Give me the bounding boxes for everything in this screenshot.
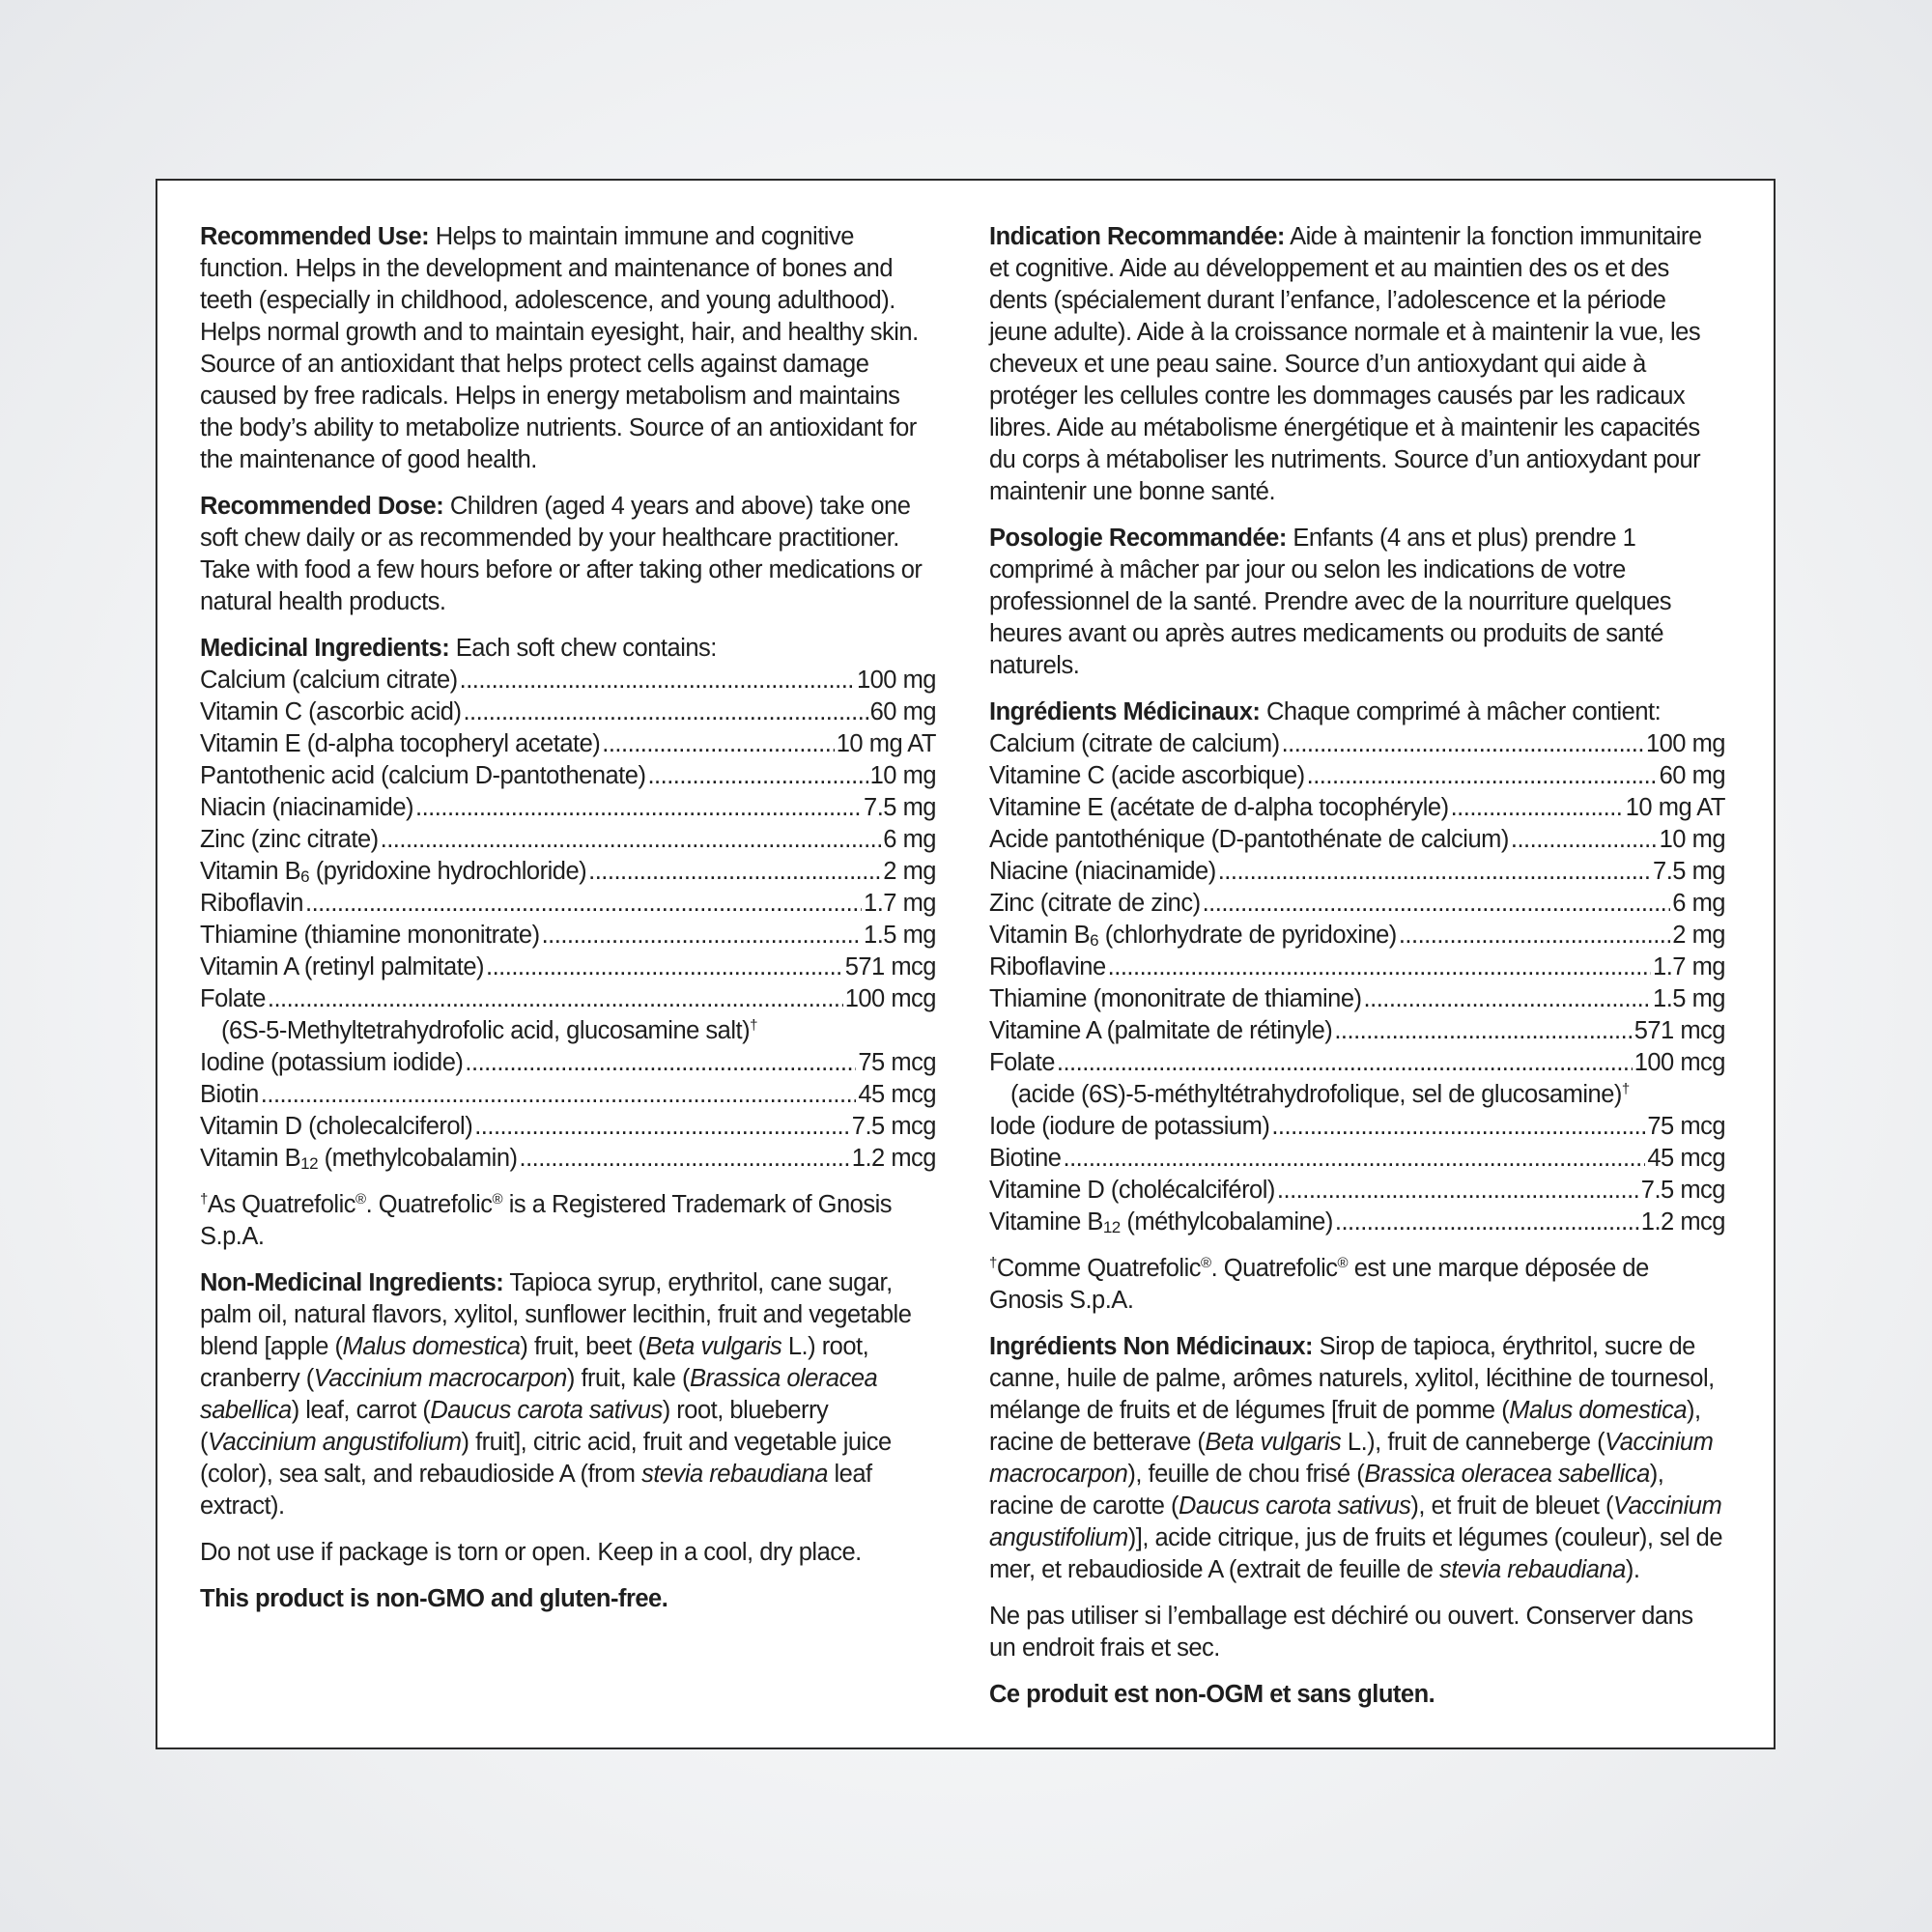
ingredient-name-part: (methylcobalamin): [318, 1145, 518, 1172]
footnote-text: Comme Quatrefolic: [996, 1255, 1201, 1282]
ingredient-name: Biotine: [989, 1145, 1062, 1172]
footnote: [989, 1253, 1725, 1317]
ingredient-name: Riboflavin: [200, 890, 303, 917]
medicinal-ingredients: [200, 633, 936, 1175]
storage-instructions: [200, 1537, 936, 1569]
dagger-mark: †: [200, 1191, 208, 1208]
ingredient-name: Iodine (potassium iodide): [200, 1049, 464, 1076]
dot-leader: [1108, 952, 1651, 983]
ingredient-row: [200, 1079, 936, 1111]
ingredient-name-part: Vitamin B: [989, 922, 1091, 949]
nonmed-text: Sirop de tapioca, érythritol, sucre de canne, huile de palme, arômes naturels, xylitol, lécithine de tournesol, mélange de fruits et de légumes [fruit de pomme (: [989, 1333, 1715, 1424]
latin-name: Vaccinium angustifolium: [989, 1492, 1722, 1551]
ingredient-name: Calcium (citrate de calcium): [989, 730, 1280, 757]
ingredient-amount: 60 mg: [869, 698, 936, 725]
ingredient-amount: 75 mcg: [858, 1049, 936, 1076]
ingredient-amount: 1.2 mcg: [851, 1145, 936, 1172]
ingredient-row: [200, 824, 936, 856]
latin-name: Vaccinium macrocarpon: [313, 1365, 567, 1392]
ingredient-name: Thiamine (thiamine mononitrate): [200, 922, 540, 949]
claim-text: This product is non-GMO and gluten-free.: [200, 1585, 668, 1612]
ingredient-amount: 6 mg: [883, 826, 936, 853]
ingredient-row: [989, 856, 1725, 888]
ingredient-name-part: Vitamin B: [200, 858, 301, 885]
ingredient-amount: 75 mcg: [1647, 1113, 1725, 1140]
ingredient-amount: 1.5 mg: [864, 922, 936, 949]
latin-name: Vaccinium macrocarpon: [989, 1429, 1714, 1488]
ingredient-name: Zinc (zinc citrate): [200, 826, 379, 853]
latin-name: Beta vulgaris: [1205, 1429, 1342, 1456]
ingredient-row: [200, 1143, 936, 1175]
dot-leader: [542, 920, 862, 952]
dot-leader: [415, 792, 862, 824]
ingredient-sub-line: [200, 1015, 936, 1047]
ingredient-name-subscript: 12: [1102, 1218, 1121, 1236]
ingredient-row: [200, 888, 936, 920]
ingredient-row: [989, 920, 1725, 952]
dot-leader: [1063, 1143, 1645, 1175]
ingredient-amount: 1.5 mg: [1653, 985, 1725, 1012]
ingredient-name-subscript: 6: [1090, 931, 1099, 950]
ingredient-row: [989, 888, 1725, 920]
storage-text: Ne pas utiliser si l’emballage est déchiré ou ouvert. Conserver dans un endroit frais et sec.: [989, 1603, 1693, 1662]
dagger-mark: †: [750, 1017, 757, 1034]
ingredient-row: [989, 1175, 1725, 1207]
ingredient-row: [200, 983, 936, 1015]
ingredient-name-part: Vitamine B: [989, 1208, 1103, 1236]
ingredient-row: [989, 1015, 1725, 1047]
ingredient-amount: 10 mg: [869, 762, 936, 789]
medicinal-ingredients: [989, 696, 1725, 1238]
ingredient-name: Vitamine D (cholécalciférol): [989, 1177, 1275, 1204]
ingredient-sub-text: (6S-5-Methyltetrahydrofolic acid, glucosamine salt): [221, 1017, 751, 1044]
dot-leader: [305, 888, 862, 920]
product-label-panel: [156, 179, 1776, 1749]
medicinal-ingredients-heading: Medicinal Ingredients:: [200, 635, 450, 662]
recommended-dose-heading: Posologie Recommandée:: [989, 525, 1287, 552]
footnote-text: As Quatrefolic: [207, 1191, 355, 1218]
ingredient-amount: 7.5 mg: [1653, 858, 1725, 885]
non-medicinal-ingredients: [200, 1267, 936, 1522]
ingredient-amount: 100 mg: [1645, 730, 1725, 757]
ingredient-name: [989, 1207, 1333, 1238]
latin-name: Beta vulgaris: [645, 1333, 782, 1360]
ingredient-amount: 45 mcg: [858, 1081, 936, 1108]
ingredient-list: [989, 728, 1725, 1238]
footnote-text: . Quatrefolic: [1210, 1255, 1338, 1282]
nonmed-text: Tapioca syrup, erythritol, cane sugar, palm oil, natural flavors, xylitol, sunflower lecithin, fruit and vegetable blend [apple (: [200, 1269, 912, 1360]
ingredient-row: [989, 983, 1725, 1015]
nonmed-text: ) fruit, beet (: [520, 1333, 646, 1360]
dot-leader: [1334, 1015, 1632, 1047]
ingredient-name-subscript: 6: [300, 867, 310, 886]
non-medicinal-heading: Ingrédients Non Médicinaux:: [989, 1333, 1314, 1360]
dot-leader: [602, 728, 834, 760]
ingredient-name-part: Vitamin B: [200, 1145, 301, 1172]
storage-text: Do not use if package is torn or open. Keep in a cool, dry place.: [200, 1539, 862, 1566]
dot-leader: [1307, 760, 1658, 792]
registered-mark: ®: [1337, 1255, 1349, 1271]
ingredient-amount: 45 mcg: [1647, 1145, 1725, 1172]
dot-leader: [268, 983, 843, 1015]
dot-leader: [520, 1143, 850, 1175]
dagger-mark: †: [989, 1255, 997, 1271]
ingredient-amount: 100 mcg: [1634, 1049, 1725, 1076]
recommended-dose: [200, 491, 936, 618]
footnote-text: is a Registered Trademark of Gnosis S.p.A.: [200, 1191, 893, 1250]
ingredient-row: [989, 1047, 1725, 1079]
nonmed-text: ), racine de betterave (: [989, 1397, 1701, 1456]
non-medicinal-heading: Non-Medicinal Ingredients:: [200, 1269, 504, 1296]
ingredient-name-part: (méthylcobalamine): [1120, 1208, 1333, 1236]
recommended-dose-text: Enfants (4 ans et plus) prendre 1 comprimé à mâcher par jour ou selon les indications de votre professionnel de la santé. Prendre avec de la nourriture quelques heures avant ou après autres medicaments ou produits de santé naturels.: [989, 525, 1672, 679]
nonmed-text: ), racine de carotte (: [989, 1461, 1664, 1520]
ingredient-amount: 7.5 mg: [864, 794, 936, 821]
dot-leader: [1271, 1111, 1645, 1143]
ingredient-sub-text: (acide (6S)-5-méthyltétrahydrofolique, sel de glucosamine): [1010, 1081, 1622, 1108]
dot-leader: [486, 952, 843, 983]
ingredient-name: Vitamin C (ascorbic acid): [200, 698, 462, 725]
dot-leader: [647, 760, 867, 792]
dot-leader: [1364, 983, 1652, 1015]
dot-leader: [474, 1111, 850, 1143]
ingredient-name: Vitamine C (acide ascorbique): [989, 762, 1305, 789]
dot-leader: [463, 696, 867, 728]
non-medicinal-ingredients: [989, 1331, 1725, 1586]
ingredient-name-subscript: 12: [300, 1154, 319, 1173]
medicinal-ingredients-heading: Ingrédients Médicinaux:: [989, 698, 1261, 725]
latin-name: Malus domestica: [342, 1333, 521, 1360]
recommended-use: [989, 221, 1725, 508]
ingredient-name: Pantothenic acid (calcium D-pantothenate): [200, 762, 646, 789]
ingredient-name-part: (pyridoxine hydrochloride): [309, 858, 587, 885]
latin-name: stevia rebaudiana: [641, 1461, 828, 1488]
ingredient-amount: 571 mcg: [1634, 1017, 1725, 1044]
ingredient-name: Vitamin D (cholecalciferol): [200, 1113, 473, 1140]
ingredient-name: Biotin: [200, 1081, 259, 1108]
ingredient-amount: 10 mg: [1659, 826, 1725, 853]
dot-leader: [1203, 888, 1671, 920]
ingredient-name: Calcium (calcium citrate): [200, 667, 458, 694]
ingredient-name: Acide pantothénique (D-pantothénate de calcium): [989, 826, 1509, 853]
ingredient-amount: 2 mg: [883, 858, 936, 885]
dagger-mark: †: [1621, 1081, 1630, 1097]
ingredient-row: [200, 856, 936, 888]
nonmed-text: ) leaf, carrot (: [291, 1397, 431, 1424]
footnote: [200, 1189, 936, 1253]
nonmed-text: ), et fruit de bleuet (: [1410, 1492, 1614, 1520]
recommended-dose-heading: Recommended Dose:: [200, 493, 444, 520]
recommended-use-heading: Indication Recommandée:: [989, 223, 1285, 250]
recommended-dose: [989, 523, 1725, 682]
latin-name: Brassica oleracea sabellica: [1364, 1461, 1650, 1488]
nonmed-text: L.), fruit de canneberge (: [1341, 1429, 1605, 1456]
registered-mark: ®: [1201, 1255, 1211, 1271]
dot-leader: [1057, 1047, 1633, 1079]
ingredient-row: [989, 760, 1725, 792]
dot-leader: [1335, 1207, 1639, 1238]
latin-name: Daucus carota sativus: [430, 1397, 663, 1424]
ingredient-amount: 6 mg: [1672, 890, 1725, 917]
nonmed-text: ), feuille de chou frisé (: [1127, 1461, 1365, 1488]
ingredient-row: [200, 1047, 936, 1079]
nonmed-text: ) root, blueberry (: [200, 1397, 829, 1456]
ingredient-amount: 1.7 mg: [864, 890, 936, 917]
ingredient-row: [200, 792, 936, 824]
dot-leader: [465, 1047, 856, 1079]
claim-text: Ce produit est non-OGM et sans gluten.: [989, 1681, 1435, 1708]
dot-leader: [1282, 728, 1644, 760]
dot-leader: [1511, 824, 1658, 856]
ingredient-sub-line: [989, 1079, 1725, 1111]
french-column: [989, 221, 1725, 1725]
nonmed-text: ).: [1625, 1556, 1640, 1583]
ingredient-amount: 10 mg AT: [1625, 794, 1725, 821]
ingredient-name: Folate: [989, 1049, 1055, 1076]
medicinal-ingredients-intro: Chaque comprimé à mâcher contient:: [1260, 698, 1662, 725]
nonmed-text: )], acide citrique, jus de fruits et légumes (couleur), sel de mer, et rebaudioside A (extrait de feuille de: [989, 1524, 1723, 1583]
medicinal-ingredients-intro: Each soft chew contains:: [449, 635, 717, 662]
dot-leader: [1399, 920, 1670, 952]
latin-name: stevia rebaudiana: [1439, 1556, 1626, 1583]
ingredient-amount: 2 mg: [1672, 922, 1725, 949]
footnote-text: . Quatrefolic: [365, 1191, 493, 1218]
ingredient-amount: 7.5 mcg: [1640, 1177, 1725, 1204]
ingredient-row: [200, 952, 936, 983]
nonmed-text: L.) root, cranberry (: [200, 1333, 869, 1392]
ingredient-name: Vitamin E (d-alpha tocopheryl acetate): [200, 730, 601, 757]
nonmed-text: ) fruit], citric acid, fruit and vegetable juice (color), sea salt, and rebaudioside A (from: [200, 1429, 892, 1488]
ingredient-row: [200, 696, 936, 728]
storage-instructions: [989, 1601, 1725, 1664]
ingredient-name: Niacine (niacinamide): [989, 858, 1216, 885]
ingredient-row: [989, 1207, 1725, 1238]
recommended-use-text: Aide à maintenir la fonction immunitaire et cognitive. Aide au développement et au maintien des os et des dents (spécialement durant l’enfance, l’adolescence et la période jeune adulte). Aide à la croissance normale et à maintenir la vue, les cheveux et une peau saine. Source d’un antioxydant qui aide à protéger les cellules contre les dommages causés par les radicaux libres. Aide au métabolisme énergétique et à maintenir les capacités du corps à métaboliser les nutriments. Source d’un antioxydant pour maintenir une bonne santé.: [989, 223, 1702, 505]
ingredient-amount: 571 mcg: [844, 953, 936, 980]
recommended-use-heading: Recommended Use:: [200, 223, 430, 250]
registered-mark: ®: [492, 1191, 503, 1208]
ingredient-row: [200, 1111, 936, 1143]
ingredient-name: [200, 1143, 518, 1175]
recommended-use: [200, 221, 936, 476]
ingredient-row: [989, 824, 1725, 856]
ingredient-list: [200, 665, 936, 1175]
ingredient-name: Iode (iodure de potassium): [989, 1113, 1270, 1140]
nonmed-text: ) fruit, kale (: [566, 1365, 690, 1392]
ingredient-row: [989, 952, 1725, 983]
ingredient-name: Vitamine A (palmitate de rétinyle): [989, 1017, 1333, 1044]
ingredient-row: [200, 760, 936, 792]
ingredient-row: [989, 1111, 1725, 1143]
ingredient-row: [989, 792, 1725, 824]
ingredient-name: [989, 920, 1397, 952]
ingredient-name: Thiamine (mononitrate de thiamine): [989, 985, 1362, 1012]
registered-mark: ®: [355, 1191, 366, 1208]
latin-name: Daucus carota sativus: [1179, 1492, 1411, 1520]
dot-leader: [1277, 1175, 1639, 1207]
ingredient-amount: 1.7 mg: [1653, 953, 1725, 980]
dot-leader: [1451, 792, 1624, 824]
ingredient-row: [200, 728, 936, 760]
product-claim: [989, 1679, 1725, 1711]
ingredient-amount: 7.5 mcg: [851, 1113, 936, 1140]
nonmed-text: leaf extract).: [200, 1461, 872, 1520]
dot-leader: [588, 856, 881, 888]
latin-name: Brassica oleracea sabellica: [200, 1365, 878, 1424]
ingredient-row: [200, 665, 936, 696]
ingredient-name: Riboflavine: [989, 953, 1106, 980]
footnote-text: est une marque déposée de Gnosis S.p.A.: [989, 1255, 1649, 1314]
latin-name: Malus domestica: [1509, 1397, 1688, 1424]
ingredient-amount: 1.2 mcg: [1640, 1208, 1725, 1236]
ingredient-name: Zinc (citrate de zinc): [989, 890, 1201, 917]
recommended-dose-text: Children (aged 4 years and above) take one soft chew daily or as recommended by your healthcare practitioner. Take with food a few hours before or after taking other medications or natural health products.: [200, 493, 923, 615]
dot-leader: [261, 1079, 857, 1111]
ingredient-amount: 100 mcg: [844, 985, 936, 1012]
ingredient-name-part: (chlorhydrate de pyridoxine): [1098, 922, 1397, 949]
ingredient-amount: 60 mg: [1659, 762, 1725, 789]
ingredient-row: [989, 1143, 1725, 1175]
ingredient-name: Vitamin A (retinyl palmitate): [200, 953, 484, 980]
dot-leader: [460, 665, 855, 696]
ingredient-row: [200, 920, 936, 952]
ingredient-name: Niacin (niacinamide): [200, 794, 414, 821]
ingredient-row: [989, 728, 1725, 760]
ingredient-name: Vitamine E (acétate de d-alpha tocophéryle): [989, 794, 1449, 821]
latin-name: Vaccinium angustifolium: [208, 1429, 462, 1456]
ingredient-name: Folate: [200, 985, 266, 1012]
english-column: [200, 221, 936, 1630]
dot-leader: [1218, 856, 1651, 888]
recommended-use-text: Helps to maintain immune and cognitive function. Helps in the development and maintenance of bones and teeth (especially in childhood, adolescence, and young adulthood). Helps normal growth and to maintain eyesight, hair, and healthy skin. Source of an antioxidant that helps protect cells against damage caused by free radicals. Helps in energy metabolism and maintains the body’s ability to metabolize nutrients. Source of an antioxidant for the maintenance of good health.: [200, 223, 919, 473]
ingredient-amount: 100 mg: [856, 667, 936, 694]
product-claim: [200, 1583, 936, 1615]
dot-leader: [381, 824, 882, 856]
ingredient-amount: 10 mg AT: [836, 730, 936, 757]
ingredient-name: [200, 856, 586, 888]
